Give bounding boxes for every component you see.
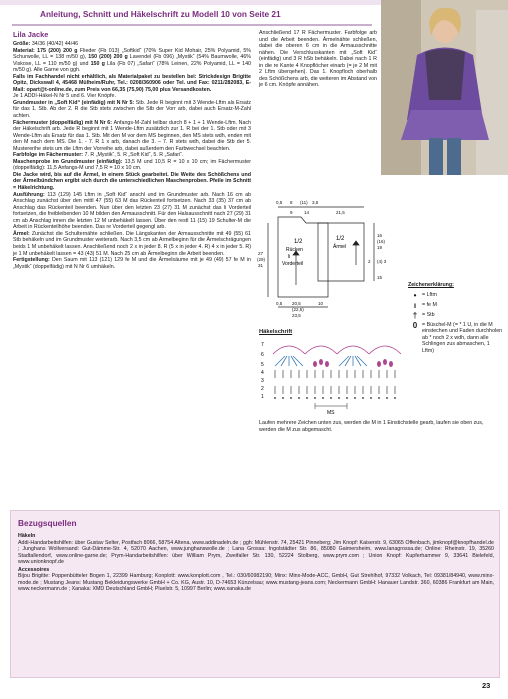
bold-run: Grundmuster in „Soft Kid“ (einfädig) mit N Nr 5: [13,99,136,106]
instructions-body [13,41,251,270]
text-run: Zunächst die Schulternähte schließen. Die Längskanten der Armausschnitte mit 49 (55) 61 Stb behäkeln und im Grundmuster weiterarb. Nach 3,5 cm ab Armelbeginn für die Ärmelschrägungen beids 1 M unbehäkelt lassen. Anschließend noch 2 x in jeder 8. R (5 x in jeder 4. R) 4 x in jeder 5. R) je 1 M unbehäkelt lassen = 43 (43) 51 M. Nach 25 cm ab Ärmelbeginn die Arbeit beenden. [13,230,251,257]
dim-right-6: 15 [377,275,383,280]
instruction-paragraph [13,257,251,270]
model-photo-illustration [381,0,508,175]
dim-top-3: (11) [300,200,308,205]
garment-schematic [256,195,406,325]
legend-text: = Büschel-M (= * 1 U, in die M einstechen und Faden durchholen ab * noch 2 x wdh, dann alle Schlingen zus abmaschen, 1 Lftm) [422,321,503,354]
bold-run: 150 (200) 200 g [88,54,130,61]
bold-run: 150 g [90,60,107,67]
sources-section-text: Bijou Brigitte: Poppenbütteler Bogen 1, 22399 Hamburg; Konplott: www.konplott.com , Tel.: 030/60982190; Minx: Minx-Mode-ACC, GmbH, Gut Strehlhof, 97332 Volkach, Tel: 09381/84940, www.minx-mode.de ; Mustang Jeans: Mustang Bekleidungswerke GmbH + Co. KG, Austr. 10, D-74653 Künzelsau; www.mustang-jeans.com; Neckermann GmbH: Hanauer Landstr. 360, 60386 Frankfurt am Main, www.neckermann.de ; Xanaka: XMD Deutschland GmbH; Pluelstr. 5, 10997 Berlin; www.xanaka.de [18,573,494,593]
legend-symbol: † [412,310,418,320]
crochet-chart [255,336,405,416]
schematic-body-label-1: 1/2 [294,239,303,245]
header-rule [12,24,372,26]
dim-right-3: 19 [377,245,383,250]
bold-run: Farbfolge im Fächermuster: [13,152,85,159]
model-photo [381,0,508,175]
chart-title: Häkelschrift [259,329,293,335]
chart-row-2: 2 [261,386,264,392]
text-run: Den Saum mit 113 (121) 129 fe M und die Ärmelsäume mit je 49 (49) 57 fe M in „Mystik“ (doppelfädig) mit N Nr 6 umhäkeln. [13,257,251,270]
sources-section-heading: Häkeln [18,533,36,539]
text-run: Lavendel (Fb 096) „Mystik“ (54% Baumwolle, 46% Viskose, LL = 110 m/50 g) und [13,54,251,67]
bold-run: Die Jacke wird, bis auf die Ärmel, in einem Stück gearbeitet. Die Weite des Schößchens und der Ärmelbündchen ergibt sich durch die unterschiedlichen Maschenproben. Pfeile im Schnitt = Häkelrichtung. [13,171,251,192]
dim-top-2: 8 [290,200,293,205]
sleeve-piece-outline [318,223,364,281]
text-run: Stb. Jede R beginnt mit 3 Wende-Lftm als Ersatz für das 1. Stb. Ab der 2. R die Stb stets zwischen die Stb der Vorr arb, dabei auch Ersatz-M-Zahl achten. [13,99,251,120]
legend-row [408,322,503,355]
instruction-paragraph [13,48,251,74]
dim-top-4: 3,5 [312,200,319,205]
dim-right-4: 2 [368,259,371,264]
chart-row-3: 3 [261,378,264,384]
legend-text: = Stb [422,311,435,318]
page-header-title: Anleitung, Schnitt und Häkelschrift zu Modell 10 von Seite 21 [40,9,281,19]
bold-run: Ausführung: [13,191,48,198]
text-run: 7. R „Mystik“, 5. R „Soft Kid“, 5. R „Safari“. [84,152,184,159]
chart-row-6: 6 [261,352,264,358]
legend-symbol: ı [413,300,417,310]
article-title: Lila Jacke [13,30,49,39]
legend-row [408,292,503,299]
legend-text: = fe M [422,301,437,308]
dim-right-1: 16 [377,233,383,238]
schematic-sleeve-label-1: 1/2 [336,236,345,242]
text-run: Je 1 ADDI-Häkel-N Nr 5 und 6. Vier Knöpfe. [13,93,116,100]
dim-top-6: 14 [304,210,310,215]
instructions-continued [259,30,377,89]
schematic-body-label-3: li [288,254,291,260]
legend-items [408,292,503,355]
text-run: Lila (Fb 07) „Safari“ (78% Leinen, 22% Polyamid, LL = 140 m/50 g). Alle Garne von ggh. [13,60,251,74]
dim-left-3: 31 [258,263,264,268]
schematic-sleeve-label-2: Ärmel [333,244,347,250]
dim-right-2: (16) [377,239,386,244]
dim-left-1: 27 [258,251,264,256]
schematic-body-label-2: Rücken [286,247,303,253]
instruction-paragraph [13,231,251,257]
chart-caption: Laufen mehrere Zeichen unten zus, werden die M in 1 Einstichstelle gearb, laufen sie oben zus, werden die M zus abgemascht. [259,420,484,433]
instructions-column [13,30,251,270]
instruction-paragraph [13,172,251,192]
legend-symbol: 0 [412,320,418,330]
bold-run: Maschenprobe im Grundmuster (einfädig): [13,158,125,165]
chart-row-1: 1 [261,394,264,400]
dim-bottom-2: (22,5) [292,307,304,312]
text-run: 34/36 (40/42) 44/46 [31,41,79,47]
legend-title: Zeichenerklärung: [408,282,454,288]
sources-body [18,532,494,593]
bold-run: Fertigstellung: [13,257,52,264]
dim-top-5: 9 [290,210,293,215]
legend-row [408,302,503,309]
text-run: Anfangs-M-Zahl teilbar durch 8 + 1 + 1 Wende-Lftm. Nach der Häkelschrift arb. Jede R beginnt mit 1 Wende-Lftm zusätzlich zur 1. R bei der 1. Stb oder mit 3 Wende-Lftm als Ersatz für das 1. Stb. Mit den M vor dem MS beginnen, den MS stets wdh, enden mit den M nach dem MS. Die 1. - 7. R 1 x arb, danach die 3. – 7. R stets wdh, dabei die Stb der 5. Mustererihe stets um die Lftm der Vorreihe arb, dabei außerdem den Farbwechsel beachten. [13,119,251,152]
instruction-paragraph [13,74,251,94]
chart-row-5: 5 [261,362,264,368]
symbol-legend [408,282,503,357]
bold-run: Größe: [13,41,32,47]
chart-row-7: 7 [261,342,264,348]
instruction-paragraph [259,30,377,89]
dim-right-5: (4) 3 [377,259,387,264]
instruction-paragraph [13,120,251,153]
bold-run: Falls im Fachhandel nicht erhältlich, als Materialpaket zu bestellen bei: Strickdesign Brigitte Opitz, Dickswall 4, 45468 Mülheim/Ruhr, Tel.: 0208/360906 oder Tel. und Fax: 0211/282083, E-Mail: opart@t-online.de, zum Preis von 66,35 (75,90) 75,00 plus Versandkosten. [13,73,251,93]
legend-row [408,312,503,319]
instruction-paragraph [13,159,251,172]
dim-bottom-5: 10 [318,301,324,306]
instruction-paragraph [13,192,251,231]
dim-bottom-4: 0,5 [276,301,283,306]
bold-run: Ärmel: [13,230,32,237]
instruction-paragraph [13,100,251,120]
page-number: 23 [482,681,491,690]
instructions-continued-body [259,30,377,89]
dim-left-2: (29) [257,257,266,262]
schematic-body-label-4: Vorderteil [282,261,304,267]
dim-top-1: 0,5 [276,200,283,205]
bold-run: Material: 175 (200) 200 g [13,47,80,54]
dim-top-7: 21,5 [336,210,345,215]
body-piece-outline [278,217,328,297]
dim-bottom-3: 23,5 [292,313,301,318]
dim-bottom-1: 20,5 [292,301,301,306]
text-run: 13,5 M und 10,5 R = 10 x 10 cm; im Fächermuster (doppelfädig): 11,5 Anfangs-M und 7,5 R = 10 x 10 cm. [13,158,252,172]
text-run: Anschließend 17 R Fächermuster. Farbfolge arb und die Arbeit beenden. Ärmelnähte schließen, dabei die oberen 6 cm in die Armausschnitte nähen. Die Verschlusskanten mit „Soft Kid“ (einfädig) und 3 R hSb behäkeln. Dabei nach 1 R in die re Kante 4 Knopflöcher einarb (= je 2 M mit 2 Lftm überqehen). Das 1. Knopfloch oberhalb des Schößchens arb, die weiteren im Abstand von je 6 cm. Knöpfe annähen. [259,30,377,89]
sources-section-text: Addi-Handarbeitshilfen: über Gustav Selter, Postfach 8066, 58754 Altena, www.addinadeln.de ; ggh: Mühlenstr. 74, 25421 Pinneberg; Jim Knopf: Kaiserstr. 9, 63065 Offenbach, jimknopf@knopfhandel.de ; Junghans Wollversand: Gut-Dämme-Str. 4, 52070 Aachen, www.junghanswolle.de ; Lana Grossa: Ingolstädter Str. 86, 85080 Gaimersheim, www.lanagrossa.de; Online: Rheinstr. 19, 35260 Stadtallendorf, www.online-garne.de; Prym-Handarbeitshilfen: über William Prym, Zweifaller Str. 130, 52224 Stolberg, www.prym.com ; Union Knopf: Kupferhammer 9, 33641 Bielefeld, www.unionknopf.de [18,539,494,566]
legend-symbol: • [413,290,417,300]
sources-title: Bezugsquellen [18,518,77,528]
sources-section-heading: Accessoires [18,566,50,573]
chart-row-4: 4 [261,370,264,376]
sources-box [10,510,500,678]
text-run: 113 (129) 145 Lftm in „Soft Kid“ anschl und im Grundmuster arb. Nach 16 cm ab Anschlag zunächst über den mittl 47 (55) 63 M das Rückenteil fortsetzen. Nach 33 (35) 37 cm ab Anschlag das Rückenteil beenden. Nun über den letzten 23 (27) 31 M zunächst das li Vorderteil fortsetzen, die freibleibenden 10 M bilden den Armausschnitt. Für den Halsausschnitt nach 27 (29) 31 cm ab Anschlag innen die letzten 12 M unbehäkelt lassen. Über den restl 11 (15) 19 Schulter-M die Arbeit in Rückenteilhöhe beenden. Das re Vorderteil gegengl arb. [13,191,251,231]
legend-text: = Lftm [422,291,437,298]
text-run: Flieder (Fb 013) „Softkid“ (70% Super Kid Mohair, 25% Polyamid, 5% Schurwolle, LL = 138 m/50 g), [13,47,251,61]
chart-ms-label: MS [327,410,335,416]
bold-run: Fächermuster (doppelfädig) mit N Nr 6: [13,119,114,126]
